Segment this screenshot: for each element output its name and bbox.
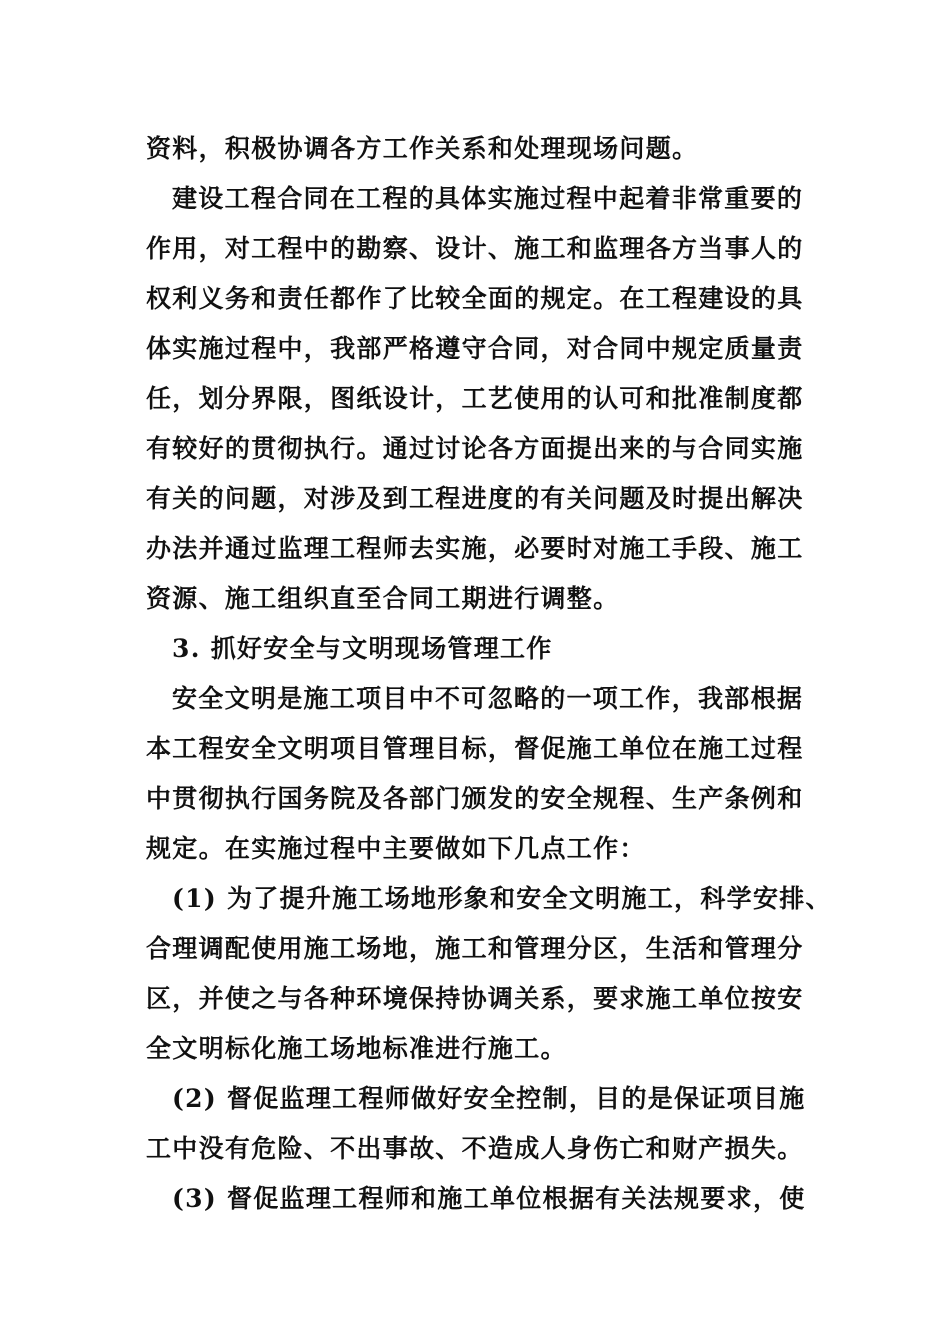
text-line: 作用，对工程中的勘察、设计、施工和监理各方当事人的 (146, 234, 804, 263)
text-line: 规定。在实施过程中主要做如下几点工作： (146, 834, 646, 863)
list-item-3-line: (3) 督促监理工程师和施工单位根据有关法规要求，使 (172, 1184, 806, 1213)
text-line: 中贯彻执行国务院及各部门颁发的安全规程、生产条例和 (146, 784, 804, 813)
list-item-2-line: (2) 督促监理工程师做好安全控制，目的是保证项目施 (172, 1084, 806, 1113)
text-line: 有较好的贯彻执行。通过讨论各方面提出来的与合同实施 (146, 434, 804, 463)
paragraph-start-line: 建设工程合同在工程的具体实施过程中起着非常重要的 (172, 184, 804, 213)
paragraph-start-line: 安全文明是施工项目中不可忽略的一项工作，我部根据 (172, 684, 804, 713)
text-line: 任，划分界限，图纸设计，工艺使用的认可和批准制度都 (146, 384, 804, 413)
text-line: 区，并使之与各种环境保持协调关系，要求施工单位按安 (146, 984, 804, 1013)
section-heading: 3. 抓好安全与文明现场管理工作 (172, 634, 553, 663)
text-line: 资料，积极协调各方工作关系和处理现场问题。 (146, 134, 699, 163)
text-line: 办法并通过监理工程师去实施，必要时对施工手段、施工 (146, 534, 804, 563)
list-item-1-line: (1) 为了提升施工场地形象和安全文明施工，科学安排、 (172, 884, 832, 913)
text-line: 体实施过程中，我部严格遵守合同，对合同中规定质量责 (146, 334, 804, 363)
text-line: 本工程安全文明项目管理目标，督促施工单位在施工过程 (146, 734, 804, 763)
text-line: 权利义务和责任都作了比较全面的规定。在工程建设的具 (146, 284, 804, 313)
text-line: 资源、施工组织直至合同工期进行调整。 (146, 584, 620, 613)
text-line: 有关的问题，对涉及到工程进度的有关问题及时提出解决 (146, 484, 804, 513)
text-line: 全文明标化施工场地标准进行施工。 (146, 1034, 567, 1063)
text-line: 合理调配使用施工场地，施工和管理分区，生活和管理分 (146, 934, 804, 963)
text-line: 工中没有危险、不出事故、不造成人身伤亡和财产损失。 (146, 1134, 804, 1163)
